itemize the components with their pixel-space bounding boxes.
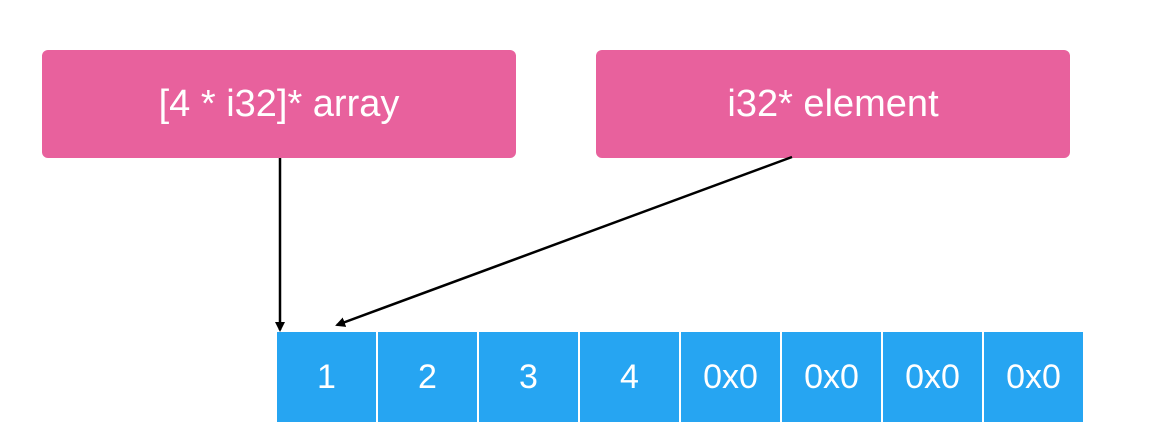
memory-cell: 0x0 xyxy=(681,332,780,422)
memory-cell: 4 xyxy=(580,332,679,422)
element-pointer-arrow xyxy=(337,157,792,325)
memory-cell: 0x0 xyxy=(883,332,982,422)
memory-cell: 1 xyxy=(277,332,376,422)
memory-cell: 2 xyxy=(378,332,477,422)
memory-cell: 0x0 xyxy=(782,332,881,422)
element-pointer-label: i32* element xyxy=(596,50,1070,158)
memory-cell: 3 xyxy=(479,332,578,422)
array-pointer-label: [4 * i32]* array xyxy=(42,50,516,158)
memory-cell: 0x0 xyxy=(984,332,1083,422)
memory-cells xyxy=(277,332,1085,422)
